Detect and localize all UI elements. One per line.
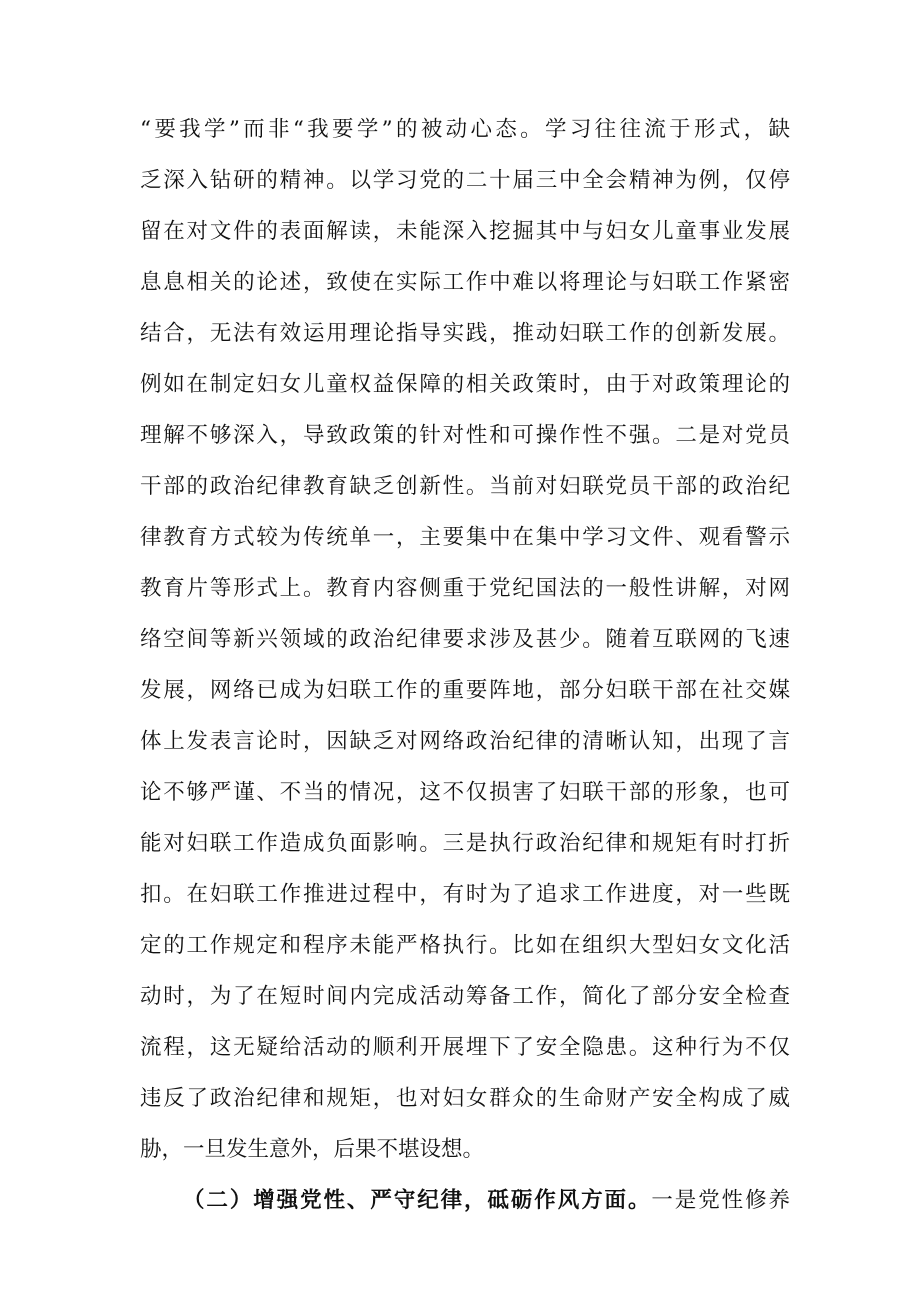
paragraph-line: 教育片等形式上。教育内容侧重于党纪国法的一般性讲解，对网 xyxy=(140,576,790,601)
paragraph-line: 乏深入钻研的精神。以学习党的二十届三中全会精神为例，仅停 xyxy=(140,168,790,193)
section-heading-line xyxy=(183,1181,790,1221)
paragraph-line: 结合，无法有效运用理论指导实践，推动妇联工作的创新发展。 xyxy=(140,321,790,346)
paragraph-line: 留在对文件的表面解读，未能深入挖掘其中与妇女儿童事业发展 xyxy=(140,219,790,244)
paragraph-line: 能对妇联工作造成负面影响。三是执行政治纪律和规矩有时打折 xyxy=(140,831,790,856)
paragraph-line: 扣。在妇联工作推进过程中，有时为了追求工作进度，对一些既 xyxy=(140,882,790,907)
paragraph-line: 干部的政治纪律教育缺乏创新性。当前对妇联党员干部的政治纪 xyxy=(140,474,790,499)
paragraph-line: 理解不够深入，导致政策的针对性和可操作性不强。二是对党员 xyxy=(140,423,790,448)
paragraph-line: 论不够严谨、不当的情况，这不仅损害了妇联干部的形象，也可 xyxy=(140,780,790,805)
paragraph-line: 流程，这无疑给活动的顺利开展埋下了安全隐患。这种行为不仅 xyxy=(140,1035,790,1060)
paragraph-line: “要我学”而非“我要学”的被动心态。学习往往流于形式，缺 xyxy=(140,117,790,142)
paragraph-line: 例如在制定妇女儿童权益保障的相关政策时，由于对政策理论的 xyxy=(140,372,790,397)
paragraph-line: 体上发表言论时，因缺乏对网络政治纪律的清晰认知，出现了言 xyxy=(140,729,790,754)
paragraph-line: 胁，一旦发生意外，后果不堪设想。 xyxy=(140,1137,485,1162)
section-heading-rest: 一是党性修养 xyxy=(651,1188,790,1213)
paragraph-line: 发展，网络已成为妇联工作的重要阵地，部分妇联干部在社交媒 xyxy=(140,678,790,703)
paragraph-line: 络空间等新兴领域的政治纪律要求涉及甚少。随着互联网的飞速 xyxy=(140,627,790,652)
paragraph-line: 违反了政治纪律和规矩，也对妇女群众的生命财产安全构成了威 xyxy=(140,1086,790,1111)
paragraph-line: 律教育方式较为传统单一，主要集中在集中学习文件、观看警示 xyxy=(140,525,790,550)
paragraph-line: 息息相关的论述，致使在实际工作中难以将理论与妇联工作紧密 xyxy=(140,270,790,295)
paragraph-line: 定的工作规定和程序未能严格执行。比如在组织大型妇女文化活 xyxy=(140,933,790,958)
paragraph-line: 动时，为了在短时间内完成活动筹备工作，简化了部分安全检查 xyxy=(140,984,790,1009)
section-heading: （二）增强党性、严守纪律，砥砺作风方面。 xyxy=(183,1188,652,1213)
